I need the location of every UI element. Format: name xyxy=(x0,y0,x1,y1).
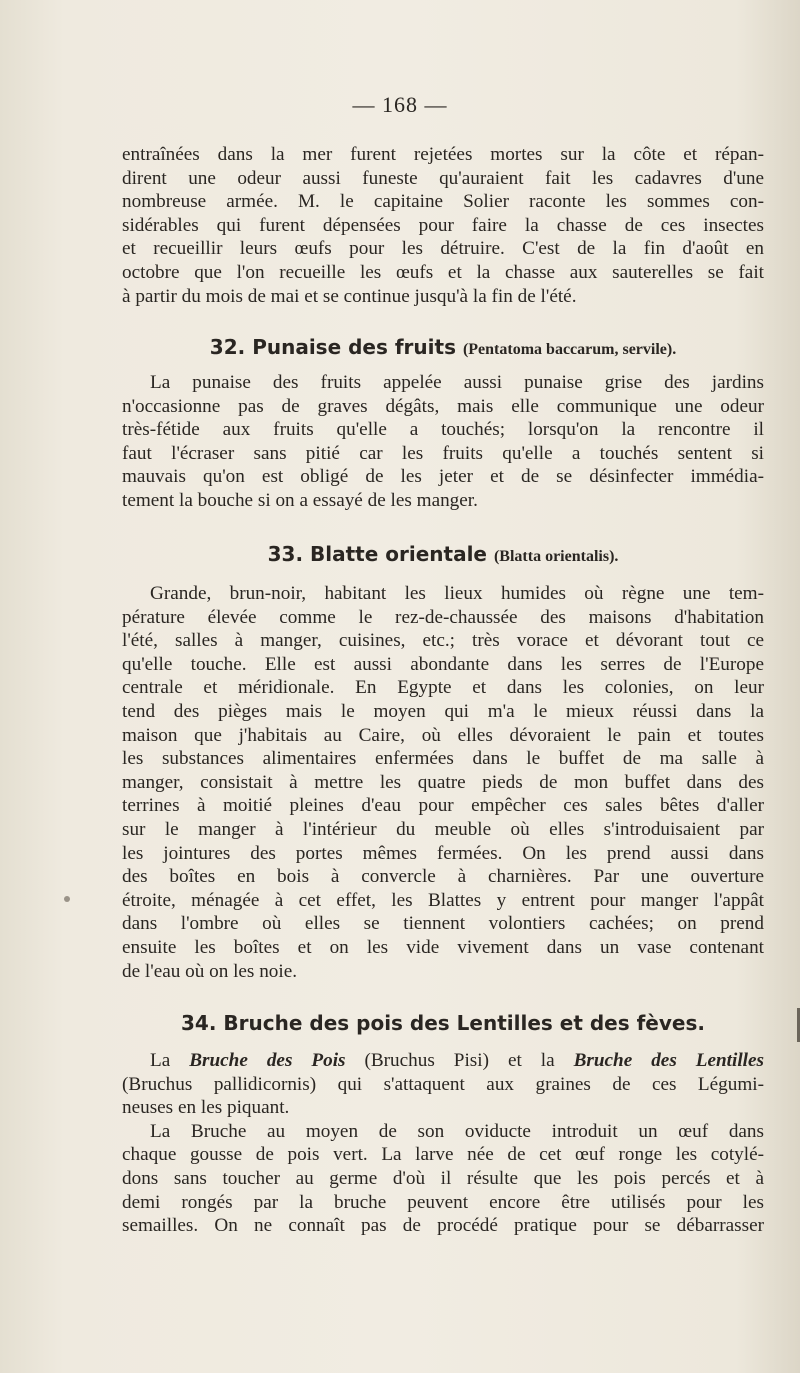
text-line: dans l'ombre où elles se tiennent volontiers cachées; on prend xyxy=(122,913,764,935)
text-line: nombreuse armée. M. le capitaine Solier raconte les sommes con- xyxy=(122,191,764,213)
text-line: n'occasionne pas de graves dégâts, mais elle communique une odeur xyxy=(122,395,764,417)
text-line: entraînées dans la mer furent rejetées mortes sur la côte et répan- xyxy=(122,144,764,165)
text-line: étroite, ménagée à cet effet, les Blattes y entrent pour manger l'appât xyxy=(122,889,764,911)
section-number: 32. xyxy=(209,335,246,359)
section-title: Punaise des fruits xyxy=(252,335,456,359)
paper-stain xyxy=(64,896,70,902)
text-line: faut l'écraser sans pitié car les fruits qu'elle a touchés sentent si xyxy=(122,442,764,464)
text-line: manger, consistait à mettre les quatre pieds de mon buffet dans des xyxy=(122,771,764,793)
section-heading-34 xyxy=(122,1011,764,1035)
text-line: sidérables qui furent dépensées pour faire la chasse de ces insectes xyxy=(122,214,764,236)
text-line: chaque gousse de pois vert. La larve née de cet œuf ronge les cotylé- xyxy=(122,1144,764,1166)
section-number: 34. xyxy=(181,1011,217,1035)
text-line: semailles. On ne connaît pas de procédé pratique pour se débarrasser xyxy=(122,1215,764,1237)
italic-term: Bruche des Lentilles xyxy=(573,1050,764,1071)
section-heading-32 xyxy=(122,335,764,359)
text-line: La punaise des fruits appelée aussi punaise grise des jardins xyxy=(150,372,764,393)
text-line: qu'elle touche. Elle est aussi abondante dans les serres de l'Europe xyxy=(122,653,764,675)
text-line: dons sans toucher au germe d'où il résulte que les pois percés et à xyxy=(122,1167,764,1189)
text-line: l'été, salles à manger, cuisines, etc.; très vorace et dévorant tout ce xyxy=(122,630,764,652)
section-title: Blatte orientale xyxy=(310,542,487,566)
text-line: des boîtes en bois à convercle à charnières. Par une ouverture xyxy=(122,866,764,888)
text-line: centrale et méridionale. En Egypte et dans les colonies, on leur xyxy=(122,677,764,699)
text-line xyxy=(122,1049,764,1073)
text-line: sur le manger à l'intérieur du meuble où elles s'introduisaient par xyxy=(122,818,764,840)
text-line: ensuite les boîtes et on les vide vivement dans un vase contenant xyxy=(122,936,764,958)
section-heading-33 xyxy=(122,542,764,566)
text-run: (Bruchus Pisi) et la xyxy=(345,1050,574,1071)
text-line: à partir du mois de mai et se continue jusqu'à la fin de l'été. xyxy=(122,285,577,307)
text-run: La xyxy=(150,1050,190,1071)
text-line: dirent une odeur aussi funeste qu'auraient fait les cadavres d'une xyxy=(122,167,764,189)
text-line: pérature élevée comme le rez-de-chaussée des maisons d'habitation xyxy=(122,606,764,628)
text-line: de l'eau où on les noie. xyxy=(122,960,298,982)
paragraph-bruche xyxy=(122,1049,764,1238)
paragraph-blatte xyxy=(122,582,764,983)
text-line: demi rongés par la bruche peuvent encore être utilisés pour les xyxy=(122,1191,764,1213)
text-line: octobre que l'on recueille les œufs et la chasse aux sauterelles se fait xyxy=(122,261,764,283)
text-line: (Bruchus pallidicornis) qui s'attaquent aux graines de ces Légumi- xyxy=(122,1073,764,1095)
section-title: Bruche des pois des Lentilles et des fèves. xyxy=(223,1011,705,1035)
section-latin-name: (Blatta orientalis). xyxy=(493,548,619,565)
text-line: les substances alimentaires enfermées dans le buffet de ma salle à xyxy=(122,748,764,770)
text-line: tend des pièges mais le moyen qui m'a le mieux réussi dans la xyxy=(122,700,764,722)
page-number: — 168 — xyxy=(352,92,448,117)
paragraph-punaise xyxy=(122,371,764,513)
section-latin-name: (Pentatoma baccarum, servile). xyxy=(462,341,677,358)
text-line: mauvais qu'on est obligé de les jeter et de se désinfecter immédia- xyxy=(122,466,764,488)
text-line: les jointures des portes mêmes fermées. On les prend aussi dans xyxy=(122,842,764,864)
text-line: très-fétide aux fruits qu'elle a touchés; lorsqu'on la rencontre il xyxy=(122,419,764,441)
text-line: Grande, brun-noir, habitant les lieux humides où règne une tem- xyxy=(150,583,764,604)
text-line: maison que j'habitais au Caire, où elles dévoraient le pain et toutes xyxy=(122,724,764,746)
text-line: neuses en les piquant. xyxy=(122,1097,290,1119)
text-line: La Bruche au moyen de son oviducte introduit un œuf dans xyxy=(150,1120,764,1142)
text-line: terrines à moitié pleines d'eau pour empêcher ces sales bêtes d'aller xyxy=(122,795,764,817)
text-line: tement la bouche si on a essayé de les manger. xyxy=(122,489,478,511)
text-line: et recueillir leurs œufs pour les détruire. C'est de la fin d'août en xyxy=(122,238,764,260)
italic-term: Bruche des Pois xyxy=(189,1050,346,1071)
paragraph-locusts-continued xyxy=(122,143,764,308)
section-number: 33. xyxy=(267,542,304,566)
